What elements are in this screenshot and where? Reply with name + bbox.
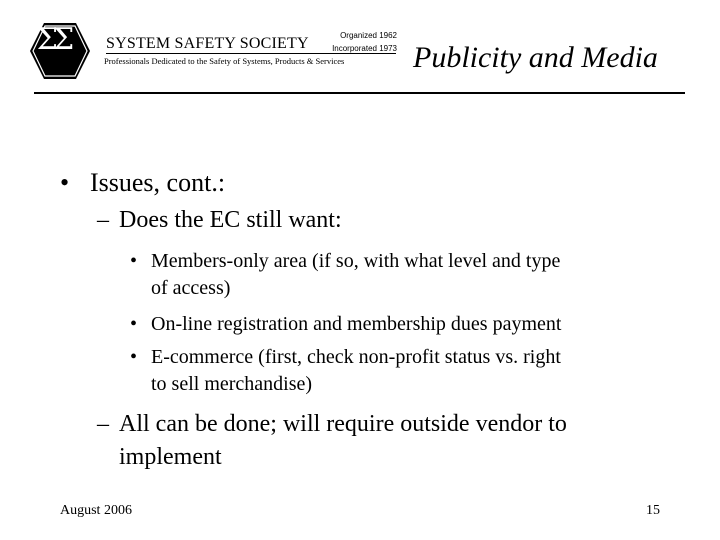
bullet-glyph: • bbox=[130, 250, 138, 272]
page-number: 15 bbox=[646, 503, 660, 518]
subpoint-text: All can be done; will require outside vendor to bbox=[119, 411, 567, 437]
dash-glyph: – bbox=[97, 207, 109, 233]
society-name: SYSTEM SAFETY SOCIETY bbox=[106, 35, 309, 52]
list-item-text: E-commerce (first, check non-profit status vs. right bbox=[151, 346, 561, 368]
list-item-members-only bbox=[130, 249, 560, 273]
dash-glyph: – bbox=[97, 411, 109, 437]
header-divider-small bbox=[106, 53, 396, 54]
subpoint-ec-want bbox=[97, 206, 342, 235]
society-tagline: Professionals Dedicated to the Safety of Systems, Products & Services bbox=[104, 56, 345, 66]
bullet-issues bbox=[60, 168, 225, 198]
footer-date: August 2006 bbox=[60, 503, 132, 518]
list-item-text: Members-only area (if so, with what level and type bbox=[151, 250, 561, 272]
organized-year: Organized 1962 bbox=[340, 31, 397, 40]
bullet-text: Issues, cont.: bbox=[90, 168, 226, 197]
subpoint-text: Does the EC still want: bbox=[119, 207, 342, 233]
list-item-text: On-line registration and membership dues payment bbox=[151, 313, 562, 335]
bullet-glyph: • bbox=[130, 346, 138, 368]
logo-sigma-symbol: ΣΣ bbox=[36, 22, 70, 57]
list-item-members-only-cont: of access) bbox=[151, 277, 231, 299]
subpoint-all-can-be-done bbox=[97, 410, 567, 439]
incorporated-year: Incorporated 1973 bbox=[332, 44, 397, 53]
header-divider bbox=[34, 92, 685, 94]
list-item-ecommerce bbox=[130, 345, 561, 369]
subpoint-all-can-be-done-cont: implement bbox=[119, 444, 222, 470]
bullet-glyph: • bbox=[130, 313, 138, 335]
list-item-online-registration bbox=[130, 312, 561, 336]
slide-section-title: Publicity and Media bbox=[413, 41, 658, 74]
bullet-glyph: • bbox=[60, 168, 70, 197]
list-item-ecommerce-cont: to sell merchandise) bbox=[151, 373, 313, 395]
